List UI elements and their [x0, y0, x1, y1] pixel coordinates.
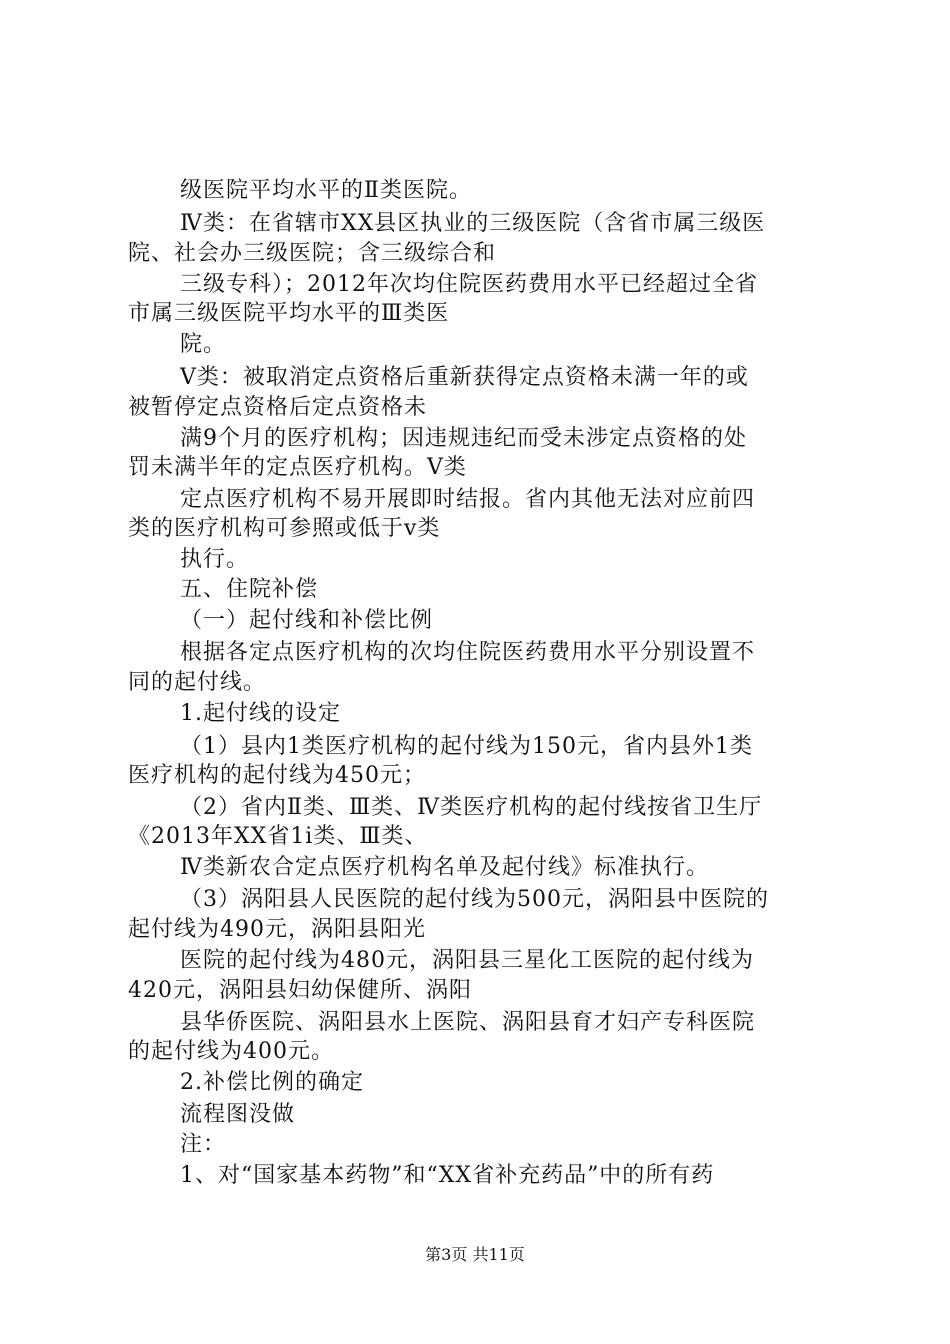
text-line: 满9个月的医疗机构；因违规违纪而受未涉定点资格的处: [180, 426, 747, 451]
text-line: 医院的起付线为480元，涡阳县三星化工医院的起付线为: [180, 948, 754, 973]
text-line: 同的起付线。: [128, 670, 267, 695]
text-line: 院。: [180, 332, 227, 357]
text-line: 医疗机构的起付线为450元；: [128, 763, 426, 788]
text-line: （3）涡阳县人民医院的起付线为500元，涡阳县中医院的: [180, 887, 769, 912]
text-line: 《2013年XX省1i类、Ⅲ类、: [128, 824, 428, 849]
page-footer: 第3页 共11页: [425, 1245, 525, 1264]
subsection-heading: 1.起付线的设定: [180, 701, 341, 726]
text-line: 院、社会办三级医院；含三级综合和: [128, 241, 497, 266]
text-line: 三级专科）；2012年次均住院医药费用水平已经超过全省: [180, 272, 758, 297]
text-line: 定点医疗机构不易开展即时结报。省内其他无法对应前四: [180, 487, 756, 512]
text-line: 流程图没做: [180, 1102, 296, 1127]
text-line: Ⅳ类：在省辖市XX县区执业的三级医院（含省市属三级医: [180, 211, 766, 236]
text-line: 1、对“国家基本药物”和“XX省补充药品”中的所有药: [180, 1163, 715, 1188]
subsection-heading: （一）起付线和补偿比例: [180, 608, 434, 633]
text-line: 执行。: [180, 547, 250, 572]
text-line: 市属三级医院平均水平的Ⅲ类医: [128, 301, 450, 326]
section-heading: 五、住院补偿: [180, 577, 319, 602]
text-line: 420元，涡阳县妇幼保健所、涡阳: [128, 978, 472, 1003]
text-line: Ⅴ类：被取消定点资格后重新获得定点资格未满一年的或: [180, 365, 749, 390]
text-line: 级医院平均水平的Ⅱ类医院。: [180, 178, 472, 203]
text-line: 县华侨医院、涡阳县水上医院、涡阳县育才妇产专科医院: [180, 1010, 756, 1035]
text-line: （2）省内Ⅱ类、Ⅲ类、Ⅳ类医疗机构的起付线按省卫生厅: [180, 795, 763, 820]
text-line: 的起付线为400元。: [128, 1039, 334, 1064]
text-line: 罚未满半年的定点医疗机构。Ⅴ类: [128, 455, 467, 480]
subsection-heading: 2.补偿比例的确定: [180, 1070, 364, 1095]
text-line: 类的医疗机构可参照或低于v类: [128, 516, 441, 541]
text-line: 起付线为490元，涡阳县阳光: [128, 917, 426, 942]
text-line: 被暂停定点资格后定点资格未: [128, 395, 428, 420]
text-line: 注：: [180, 1132, 227, 1157]
text-line: 根据各定点医疗机构的次均住院医药费用水平分别设置不: [180, 640, 756, 665]
text-line: Ⅳ类新农合定点医疗机构名单及起付线》标准执行。: [180, 855, 709, 880]
text-line: （1）县内1类医疗机构的起付线为150元，省内县外1类: [180, 734, 753, 759]
